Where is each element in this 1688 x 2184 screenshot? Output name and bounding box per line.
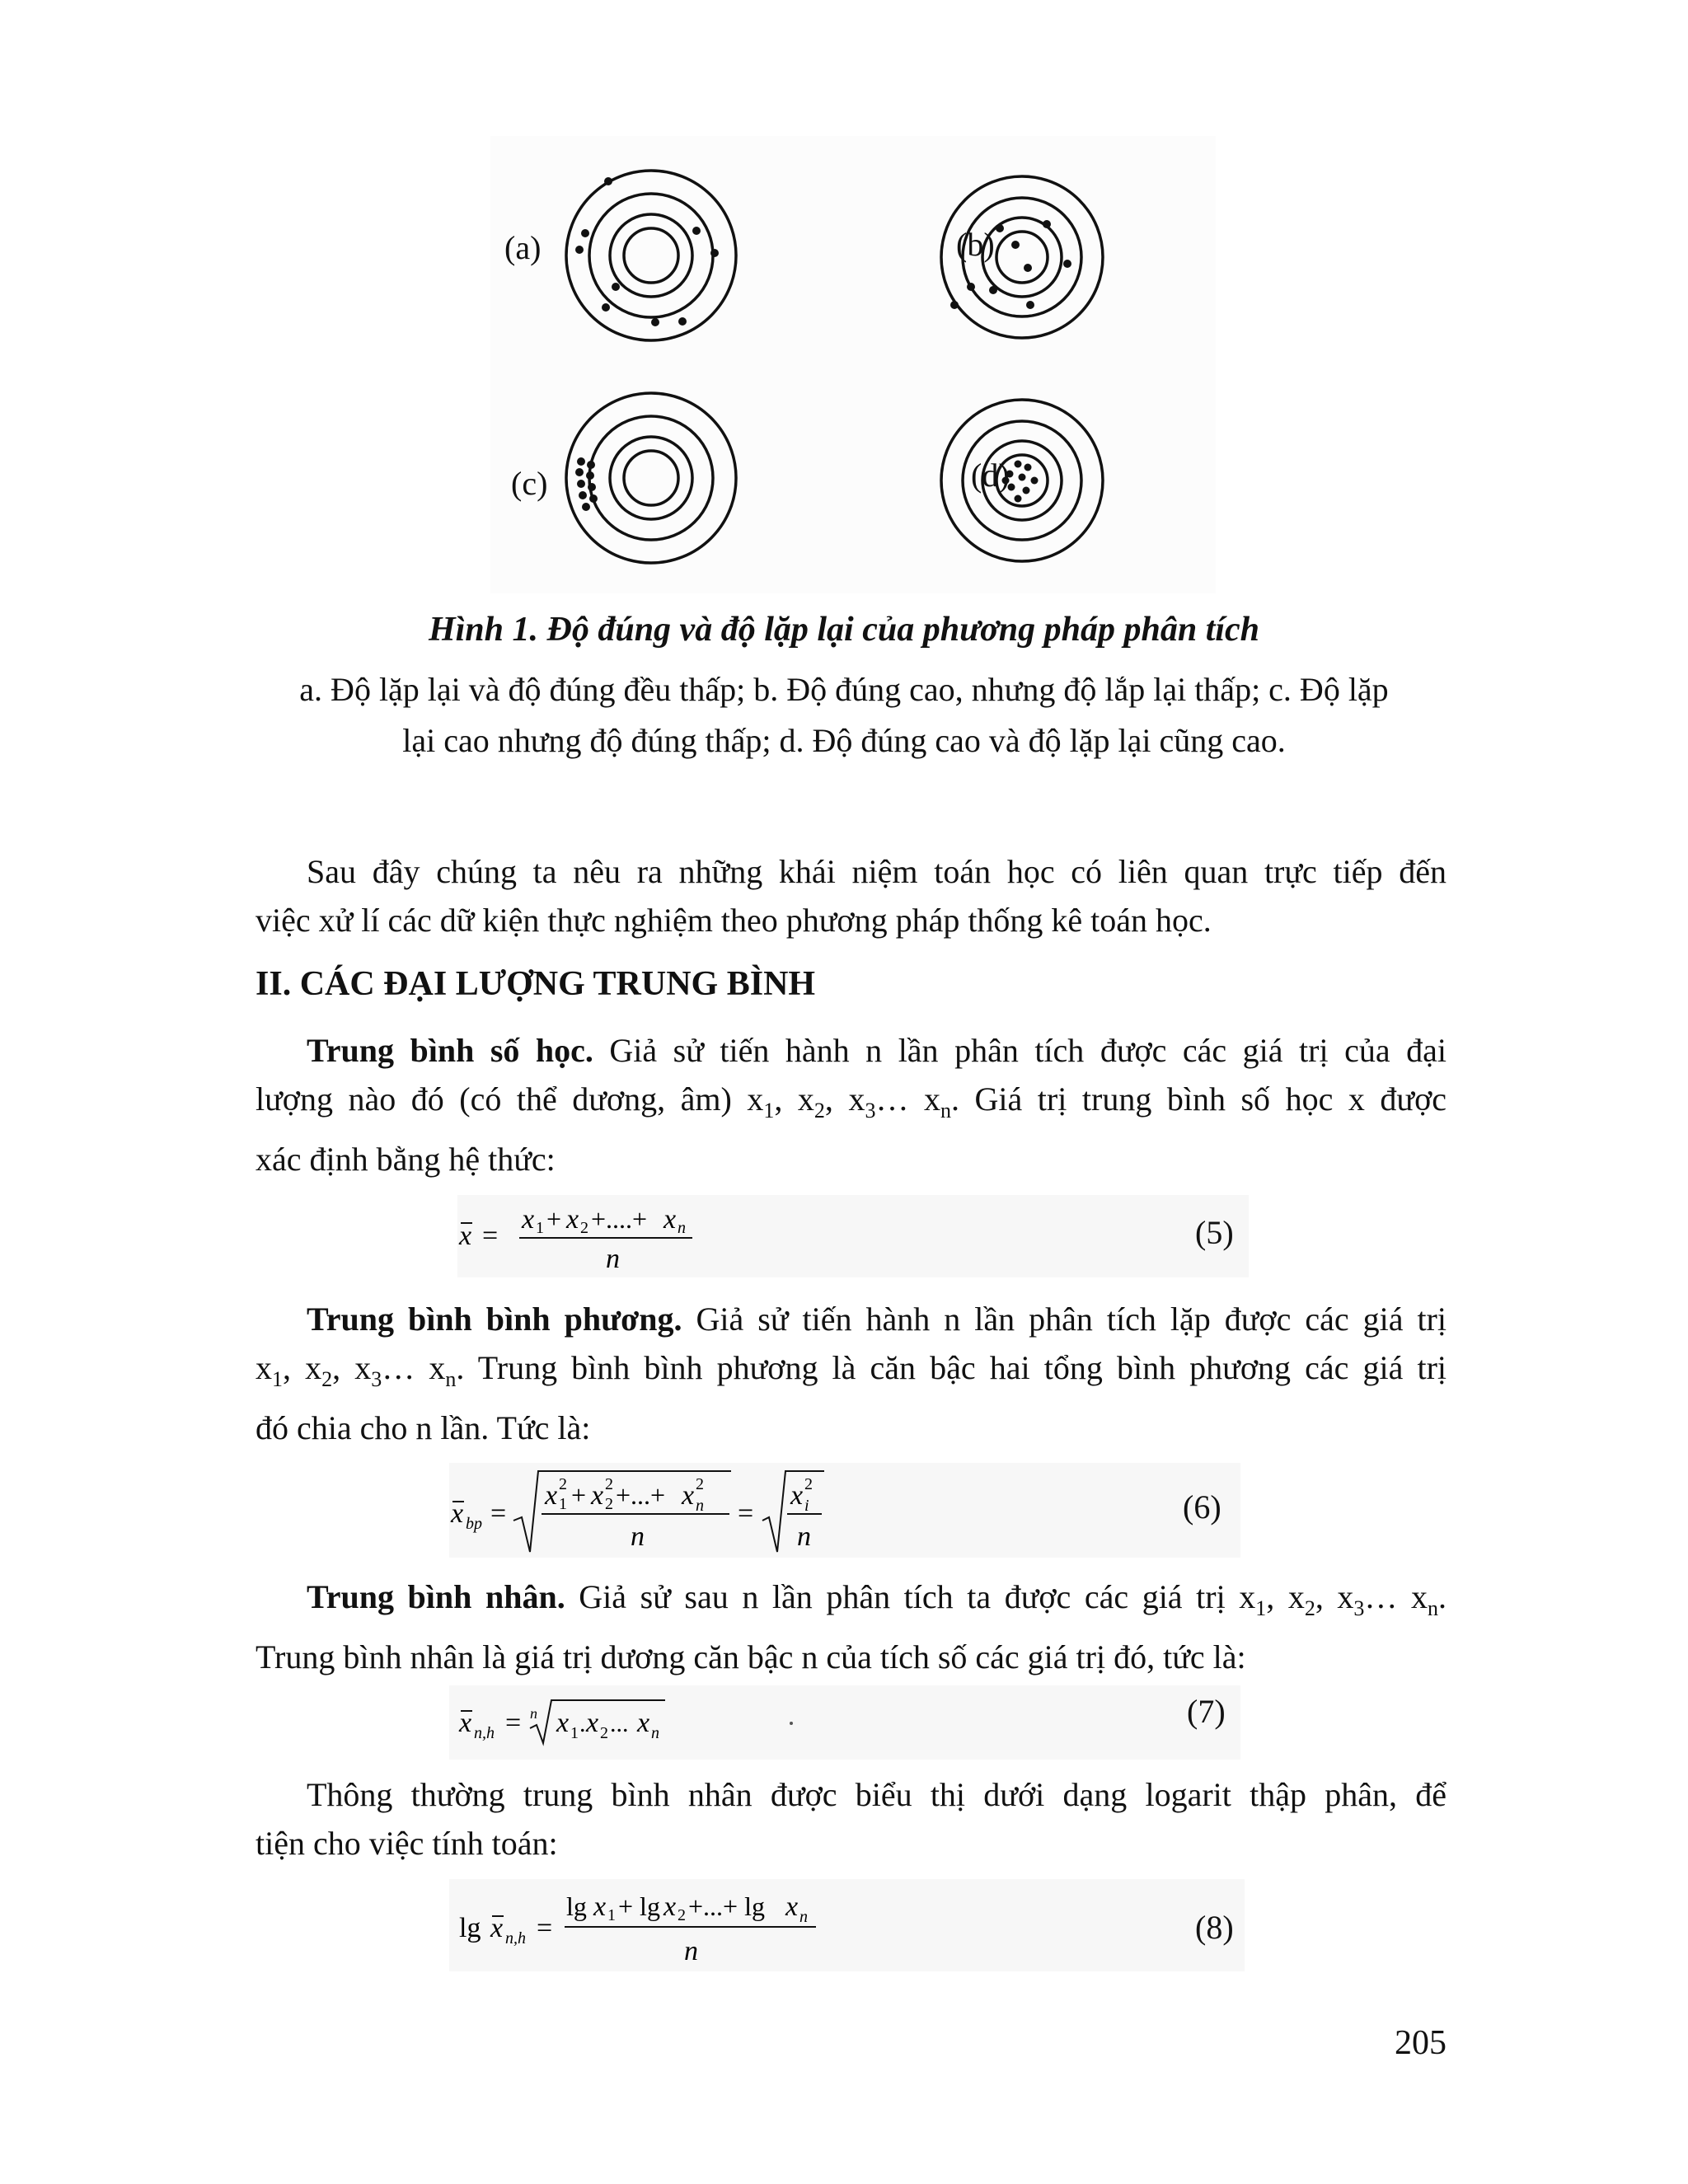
arith-term: Trung bình số học. <box>307 1032 593 1069</box>
arith-text-3: xác định bằng hệ thức: <box>256 1141 556 1178</box>
svg-text:+...+: +...+ <box>616 1480 666 1510</box>
formula-7 <box>449 1685 1240 1760</box>
svg-text:2: 2 <box>580 1219 588 1237</box>
log-paragraph <box>256 1770 1447 1868</box>
svg-text:n: n <box>530 1705 537 1722</box>
svg-text:n: n <box>606 1244 620 1274</box>
svg-text:+: + <box>546 1204 562 1234</box>
svg-text:=: = <box>490 1498 507 1529</box>
geo-paragraph: Trung bình nhân. Giả sử sau n lần phân tích ta được các giá trị $x_1$, $x_2$, $x_3\dots$ $x_n$. Trung bình nhân là giá trị dương căn bậc n của tích số các giá trị đó, tức là: <box>256 1578 1447 1675</box>
svg-text:2: 2 <box>559 1475 567 1493</box>
svg-text:2: 2 <box>605 1475 613 1493</box>
svg-text:n: n <box>797 1521 811 1552</box>
svg-text:1: 1 <box>536 1219 544 1237</box>
svg-text:2: 2 <box>804 1475 813 1493</box>
svg-text:2: 2 <box>696 1475 704 1493</box>
svg-text:1: 1 <box>607 1906 616 1924</box>
targets-diagram <box>490 136 1216 593</box>
formula-5 <box>457 1195 1249 1277</box>
eq-number-5: (5) <box>1195 1214 1234 1251</box>
svg-text:2: 2 <box>605 1495 613 1513</box>
arith-text-2: lượng nào đó (có thể dương, âm) x <box>256 1080 764 1118</box>
formula-5-expression <box>457 1195 787 1277</box>
targets-figure <box>490 136 1216 593</box>
geo-term: Trung bình nhân. <box>307 1578 565 1615</box>
figure-caption-line-1: a. Độ lặp lại và độ đúng đều thấp; b. Độ đúng cao, nhưng độ lắp lại thấp; c. Độ lặp <box>299 671 1389 708</box>
label-c: (c) <box>511 465 548 502</box>
formula-8 <box>449 1879 1245 1971</box>
arith-text-1: Giả sử tiến hành n lần phân tích được các giá trị của đại <box>593 1032 1447 1069</box>
svg-text:=: = <box>505 1708 522 1738</box>
svg-text:lg: lg <box>566 1891 587 1921</box>
svg-text:x: x <box>591 1480 604 1511</box>
svg-text:x: x <box>459 1708 472 1738</box>
svg-text:n: n <box>684 1936 698 1966</box>
svg-text:x: x <box>637 1708 650 1738</box>
label-d: (d) <box>971 457 1010 494</box>
svg-text:2: 2 <box>600 1724 608 1742</box>
svg-text:n: n <box>631 1521 645 1552</box>
quad-text-1: Giả sử tiến hành n lần phân tích lặp được các giá trị <box>682 1301 1447 1338</box>
geo-text-1: Giả sử sau n lần phân tích ta được các giá trị x <box>565 1578 1256 1615</box>
page-number: 205 <box>1395 2024 1447 2062</box>
svg-text:1: 1 <box>570 1724 579 1742</box>
svg-text:x: x <box>522 1204 535 1235</box>
eq-number-8: (8) <box>1195 1909 1234 1946</box>
target-a <box>566 171 736 340</box>
formula-7-expression <box>449 1685 721 1760</box>
svg-text:+ lg: + lg <box>618 1891 660 1921</box>
section-heading: II. CÁC ĐẠI LƯỢNG TRUNG BÌNH <box>256 965 816 1003</box>
intro-paragraph <box>256 847 1447 944</box>
svg-text:lg: lg <box>459 1913 481 1943</box>
svg-text:2: 2 <box>678 1906 686 1924</box>
svg-text:x: x <box>451 1498 464 1529</box>
intro-line-2: việc xử lí các dữ kiện thực nghiệm theo phương pháp thống kê toán học. <box>256 902 1212 939</box>
svg-text:.: . <box>579 1710 586 1737</box>
svg-text:x: x <box>586 1708 599 1738</box>
svg-text:x: x <box>663 1204 677 1235</box>
svg-text:n: n <box>678 1219 686 1237</box>
eq-number-6: (6) <box>1183 1488 1221 1526</box>
quad-text-3: đó chia cho n lần. Tức là: <box>256 1409 591 1446</box>
svg-text:+: + <box>571 1480 587 1510</box>
svg-text:=: = <box>537 1913 553 1943</box>
svg-text:n,h: n,h <box>505 1929 526 1947</box>
svg-text:x: x <box>790 1480 804 1511</box>
figure-caption-line-2: lại cao nhưng độ đúng thấp; d. Độ đúng cao và độ lặp lại cũng cao. <box>402 722 1286 759</box>
eq-number-7: (7) <box>1187 1693 1226 1730</box>
svg-text:=: = <box>482 1221 499 1251</box>
stray-dot <box>790 1722 793 1725</box>
log-text-2: tiện cho việc tính toán: <box>256 1825 558 1862</box>
svg-text:bp: bp <box>466 1515 482 1533</box>
figure-caption-title: Hình 1. Độ đúng và độ lặp lại của phương pháp phân tích <box>428 611 1260 649</box>
label-a: (a) <box>504 229 542 266</box>
svg-text:i: i <box>804 1497 809 1515</box>
svg-text:n: n <box>651 1724 659 1742</box>
svg-text:x: x <box>556 1708 570 1738</box>
svg-text:n: n <box>696 1497 704 1515</box>
svg-text:x: x <box>682 1480 695 1511</box>
svg-text:1: 1 <box>559 1495 567 1513</box>
geo-text-2: Trung bình nhân là giá trị dương căn bậc n của tích số các giá trị đó, tức là: <box>256 1638 1246 1675</box>
svg-text:x: x <box>593 1891 607 1922</box>
formula-8-expression <box>449 1879 837 1971</box>
svg-text:+....+: +....+ <box>591 1204 648 1234</box>
svg-text:+...+ lg: +...+ lg <box>688 1891 765 1921</box>
arith-paragraph: Trung bình số học. Giả sử tiến hành n lần phân tích được các giá trị của đại lượng nào đó (có thể dương, âm) $x_1$, $x_2$, $x_3\dots$ $x_n$. Giá trị trung bình số học x được xác định bằng hệ thức: <box>256 1032 1447 1178</box>
svg-text:x: x <box>459 1221 472 1251</box>
svg-text:x: x <box>785 1891 799 1922</box>
svg-text:x: x <box>545 1480 558 1511</box>
svg-text:x: x <box>490 1913 504 1943</box>
formula-6 <box>449 1463 1240 1558</box>
svg-text:...: ... <box>610 1710 629 1737</box>
quad-text-2: Trung bình bình phương là căn bậc hai tổng bình phương các giá trị <box>477 1349 1447 1386</box>
svg-text:n: n <box>799 1908 808 1926</box>
svg-text:=: = <box>738 1498 754 1529</box>
quad-paragraph: Trung bình bình phương. Giả sử tiến hành n lần phân tích lặp được các giá trị $x_1$, $x_2$, $x_3\dots$ $x_n$. Trung bình bình phương là căn bậc hai tổng bình phương các giá trị đó chia cho n lần. Tức là: <box>256 1301 1447 1446</box>
label-b: (b) <box>956 226 995 263</box>
formula-6-expression <box>449 1463 837 1558</box>
quad-term: Trung bình bình phương. <box>307 1301 682 1338</box>
log-text-1: Thông thường trung bình nhân được biểu thị dưới dạng logarit thập phân, để <box>307 1776 1447 1813</box>
svg-text:x: x <box>663 1891 677 1922</box>
svg-text:n,h: n,h <box>474 1724 495 1742</box>
svg-text:x: x <box>566 1204 579 1235</box>
intro-line-1: Sau đây chúng ta nêu ra những khái niệm toán học có liên quan trực tiếp đến <box>307 853 1447 890</box>
